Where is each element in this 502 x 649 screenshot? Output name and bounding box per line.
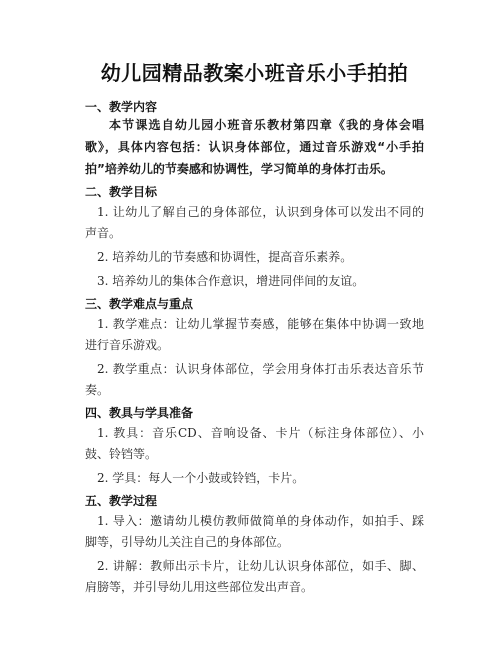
section-paragraph: 本节课选自幼儿园小班音乐教材第四章《我的身体会唱歌》，具体内容包括：认识身体部位，通过音乐游戏“小手拍拍”培养幼儿的节奏感和协调性，学习简单的身体打击乐。 bbox=[85, 118, 424, 176]
list-item: 1. 让幼儿了解自己的身体部位，认识到身体可以发出不同的声音。 bbox=[85, 205, 424, 240]
list-item: 1. 教具：音乐CD、音响设备、卡片（标注身体部位）、小鼓、铃铛等。 bbox=[85, 426, 424, 461]
section-teaching-goals bbox=[85, 180, 424, 292]
list-item: 2. 教学重点：认识身体部位，学会用身体打击乐表达音乐节奏。 bbox=[85, 362, 424, 397]
list-item: 1. 教学难点：让幼儿掌握节奏感，能够在集体中协调一致地进行音乐游戏。 bbox=[85, 317, 424, 352]
section-heading: 二、教学目标 bbox=[85, 185, 158, 199]
list-item: 2. 讲解：教师出示卡片，让幼儿认识身体部位，如手、脚、肩膀等，并引导幼儿用这些部位发出声音。 bbox=[85, 559, 424, 594]
section-teaching-aids bbox=[85, 401, 424, 489]
section-teaching-content bbox=[85, 95, 424, 180]
section-heading: 五、教学过程 bbox=[85, 494, 158, 508]
list-item: 1. 导入：邀请幼儿模仿教师做简单的身体动作，如拍手、踩脚等，引导幼儿关注自己的身体部位。 bbox=[85, 514, 424, 549]
section-heading: 一、教学内容 bbox=[85, 100, 158, 114]
list-item: 3. 培养幼儿的集体合作意识，增进同伴间的友谊。 bbox=[97, 274, 365, 288]
document-title: 幼儿园精品教案小班音乐小手拍拍 bbox=[100, 61, 409, 85]
section-heading: 三、教学难点与重点 bbox=[85, 297, 194, 311]
section-heading: 四、教具与学具准备 bbox=[85, 406, 194, 420]
section-teaching-process bbox=[85, 489, 424, 598]
list-item: 2. 培养幼儿的节奏感和协调性，提高音乐素养。 bbox=[97, 250, 353, 264]
section-difficulties-and-key-points bbox=[85, 292, 424, 401]
list-item: 2. 学具：每人一个小鼓或铃铛，卡片。 bbox=[97, 471, 305, 485]
